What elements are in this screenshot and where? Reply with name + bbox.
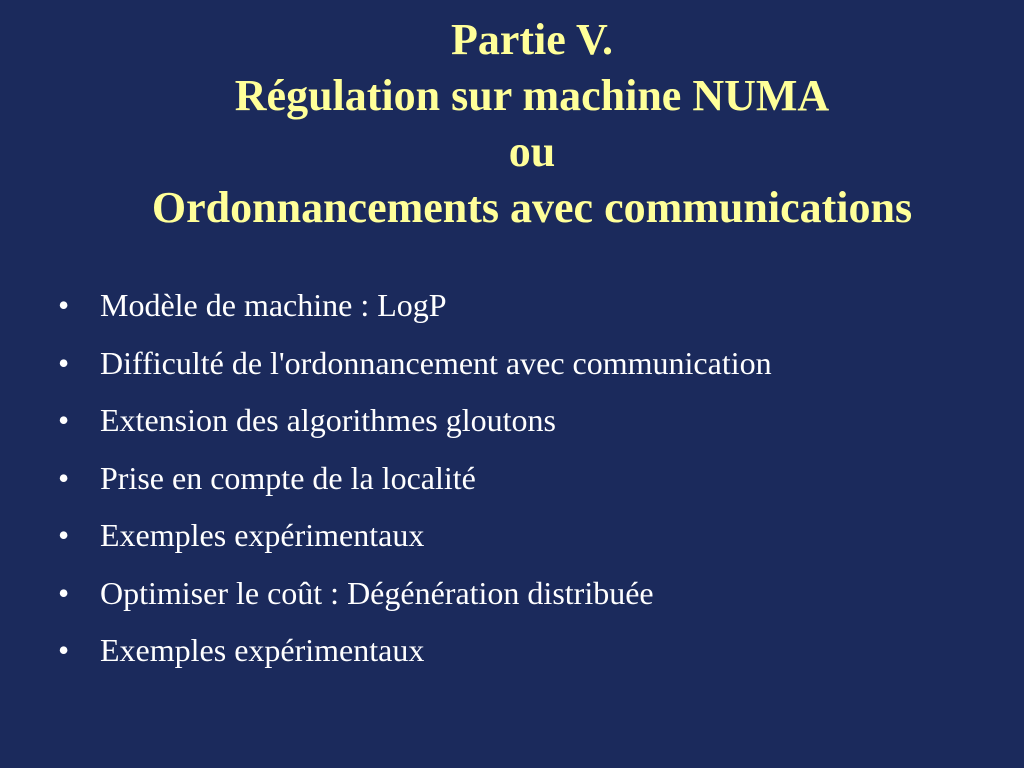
bullet-icon: •: [58, 574, 70, 611]
title-line-or: ou: [508, 127, 556, 176]
title-line-part: Partie V.: [450, 15, 614, 64]
bullet-text: Exemples expérimentaux: [100, 632, 425, 668]
bullet-text: Exemples expérimentaux: [100, 517, 425, 553]
bullet-text: Difficulté de l'ordonnancement avec communication: [100, 344, 772, 381]
slide-title: [40, 12, 1024, 236]
bullet-text: Prise en compte de la localité: [100, 459, 476, 496]
bullet-text: Modèle de machine : LogP: [100, 287, 447, 323]
bullet-icon: •: [58, 402, 70, 438]
bullet-text: Extension des algorithmes gloutons: [100, 402, 556, 438]
bullet-icon: •: [58, 344, 70, 381]
title-line-subtopic: Ordonnancements avec communications: [151, 183, 913, 232]
bullet-icon: •: [58, 287, 70, 323]
bullet-icon: •: [58, 517, 70, 553]
title-line-topic: Régulation sur machine NUMA: [234, 71, 830, 120]
bullet-icon: •: [58, 632, 70, 668]
bullet-text: Optimiser le coût : Dégénération distribuée: [100, 574, 654, 611]
bullet-icon: •: [58, 459, 70, 496]
